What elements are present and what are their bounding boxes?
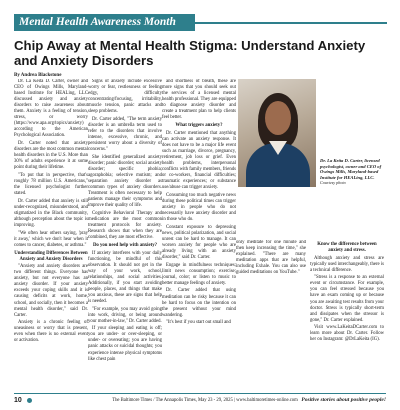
subheading-anxiety-differences: Understanding Differences Between Anxiety and Anxiety Disorders: [14, 250, 88, 262]
tagline: Positive stories about positive people!: [301, 397, 386, 403]
paragraph: Dr. Carter added, "The term anxiety disorder is an umbrella term used to refer to the disorders that involve intense, excessive, chronic, and persistent worry about a diversity of concerns.": [88, 116, 162, 153]
footer-rule: [14, 393, 386, 394]
article-column-2: [88, 79, 162, 391]
paragraph: "For example, you may avoid going into work, driving, or being around your mother-in-law," Dr. Carter added.: [88, 306, 162, 324]
paragraph: Constant exposure to depressing news, political polarization, and social unrest can be hard to manage. It can worsen anxiety for people who are already living with an anxiety disorder," said Dr. Carter.: [162, 224, 236, 261]
paragraph: Consuming too much negative news during these political times can trigger anxiety in people who do not necessarily have anxiety disorder and in those who do.: [162, 192, 236, 223]
article-column-4: [236, 240, 306, 391]
subheading-anxiety-vs-stress: Know the difference between anxiety and stress.: [317, 242, 377, 253]
paragraph: Dr. Carter mentioned that anything can activate an anxiety response. It does not have to be a major life event such as marriage, divorce, pregnancy, retirement, job loss or grief. Even health problems, interpersonal conflicts with family members, friends or co-workers, financial difficulties; traumatic experiences; or substance use/abuse can trigger anxiety.: [162, 130, 236, 191]
paragraph: Signs of anxiety include excessive worry or fear, restlessness or feeling edgy, difficulty concentrating/focusing, irritability, muscle tension, panic attacks and sleep problems.: [88, 79, 162, 115]
paragraph: Although anxiety and stress are typically used interchangeably, there is a technical difference.: [310, 255, 384, 273]
paragraph: "Anxiety and anxiety disorders are two different things. Everyone has anxiety, but not everyone has an anxiety disorder. If your anxiety exceeds your coping skills and it is causing deficits at work, home, school, and socially, then it becomes a mental health disorder," said Dr. Carter.: [14, 264, 88, 318]
author-photo: [238, 79, 316, 187]
col3-after-paragraphs: [162, 131, 236, 326]
paragraph: Engage in mindfulness techniques; limit news consumption; exercise; journal, color; or listen to music to better manage feelings of anxiety.: [162, 262, 236, 286]
paragraph: Cognitive Behavioral Therapy and medication are the most common treatment protocols for anxiety. Research shows that when they are combined, they are most effective.: [88, 210, 162, 240]
article-column-3: [162, 79, 236, 391]
paragraph: Dr. Carter added that anxiety is still under-recognized, misunderstood, and stigmatized in the Black community, although perception about the topic is improving.: [14, 198, 88, 228]
paragraph: Dr. La Keita D. Carter, owner and CEO of Owings Mills, Maryland-based Institute for HEALing, LLC discussed anxiety and anxiety disorders to raise awareness about them. Anxiety is a feeling of tension, stress, or worry (https://www.apa.org/topics/anxiety) according to the American Psychological Association.: [14, 79, 88, 139]
paragraph: only meditate for one minute and then keep increasing the time," she explained. "There are many meditation apps that are helpful, including Exhale. You can also use guided meditations on YouTube.": [236, 240, 306, 276]
footer-dot-icon: [27, 398, 32, 403]
paragraph: "To put that in perspective, that's roughly 78 million U.S. Americans," the licensed psychologist further stated.: [14, 172, 88, 197]
paragraph: Dr. Carter noted that anxiety disorders are the most common mental health disorders in the U.S. More than 30% of adults experience it at some point during their lifetime.: [14, 141, 88, 171]
headline: Chip Away at Mental Health Stigma: Understand Anxiety and Anxiety Disorders: [14, 38, 366, 68]
col5-paragraphs: [236, 240, 306, 276]
paragraph: If your sleeping and eating is off; you are under- or over-sleeping, or under- or overeating; you are having panic attacks or suicidal thoughts; you experience intense physical symptoms like chest pain: [88, 326, 162, 362]
col1-after-paragraphs: [14, 264, 88, 344]
article-column-5: [310, 240, 384, 391]
byline: By Andrea Blackstone: [14, 73, 62, 78]
paragraph: and shortness of breath, these are more signs that you should seek out the services of a licensed mental health professional. They are equipped to diagnose anxiety disorder and create a treatment plan to help clients feel better.: [162, 79, 236, 121]
article-column-1: [14, 79, 88, 391]
paragraph: If anxiety interferes with your daily functioning, be mindful of this observation. It should not get in the way of your work, school, relationships, and social activities. Additionally, if you start avoiding people, places, and things that make you anxious, these are signs that help is needed.: [88, 250, 162, 304]
banner-rule: [195, 22, 387, 24]
paragraph: She identified generalized anxiety disorder; panic disorder; social anxiety disorder; specific phobia; agoraphobia; selective mutism; and separation anxiety disorder as common types of anxiety disorders. Treatment is often necessary to help patients manage their symptoms and improve their quality of life.: [88, 154, 162, 209]
col2-after-paragraphs: [88, 251, 162, 363]
col2-paragraphs: [88, 79, 162, 241]
paragraph: "Stress is a response to an external event or circumstance. For example, you can feel stressed because you have an exam coming up or because you are awaiting test results from your doctor. Stress is typically short-term and dissipates when the stressor is gone," Dr. Carter explained.: [310, 275, 384, 323]
caption-text: Dr. La Keita D. Carter, licensed psychologist, owner and CEO of Owings Mills, Maryland-based Institute for HEALing, LLC.: [320, 158, 382, 180]
paragraph: Anxiety is a chronic feeling of uneasiness or worry that is present, even when there is no external event or activation.: [14, 320, 88, 344]
col3-paragraphs: [162, 79, 236, 121]
publication-line: The Baltimore Times / The Annapolis Times, May 23 - 29, 2025 | www.baltimoretimes-online.com: [112, 398, 298, 403]
paragraph: "We often hear others saying, 'pray it away,' which we don't hear when it comes to cancer, diabetes, or asthma.": [14, 230, 88, 248]
page-number: 10: [14, 397, 22, 404]
paragraph: "It's best if you start out small and: [166, 320, 231, 326]
paragraph: Visit www.LaKeitaDCarter.com to learn more about Dr. Carter. Follow her on Instagram: @DrLaKeita (IG).: [310, 325, 384, 343]
col6-paragraphs: [310, 256, 384, 344]
section-banner: Mental Health Awareness Month: [14, 14, 195, 31]
col1-paragraphs: [14, 79, 88, 249]
subheading-triggers: What triggers anxiety?: [175, 123, 223, 129]
paragraph: Dr. Carter added that using meditation can be risky because it can be hard to focus on the intention on the present without your mind wandering.: [162, 288, 236, 318]
subheading-need-help: Do you need help with anxiety?: [92, 243, 158, 248]
photo-credit: Courtesy photo: [320, 180, 346, 186]
photo-caption: [320, 158, 386, 186]
